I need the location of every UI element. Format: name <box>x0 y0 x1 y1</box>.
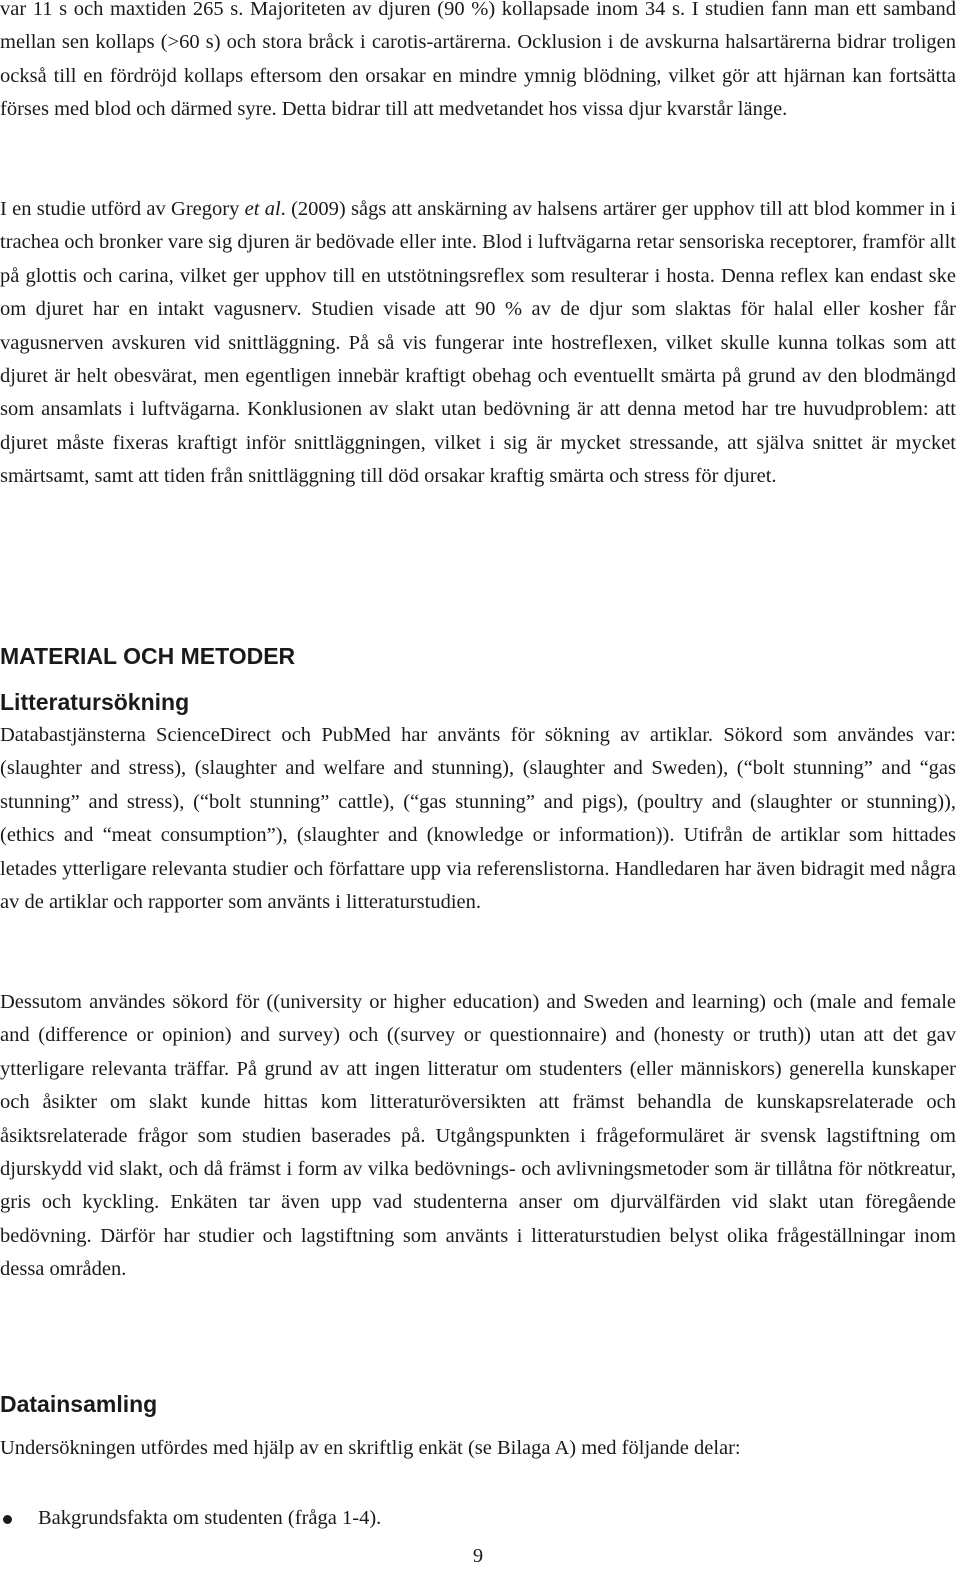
paragraph-databases: Databastjänsterna ScienceDirect och PubMed har använts för sökning av artiklar. Sökord som användes var: (slaughter and stress), (slaughter and welfare and stunning), (slaughter and Sweden), (“bolt stunning” and “gas stunning” and stress), (“bolt stunning” cattle), (“gas stunning” and pigs), (poultry and (slaughter or stunning)), (ethics and “meat consumption”), (slaughter and (knowledge or information)). Utifrån de artiklar som hittades letades ytterligare relevanta studier och författare upp via referenslistorna. Handledaren har även bidragit med några av de artiklar och rapporter som använts i litteraturstudien. <box>0 724 956 914</box>
list-item <box>0 1502 956 1535</box>
section-heading-material-och-metoder: MATERIAL OCH METODER <box>0 643 296 669</box>
et-al-citation: et al <box>244 198 281 220</box>
page-number: 9 <box>472 1545 484 1567</box>
subheading-datainsamling: Datainsamling <box>0 1391 158 1417</box>
survey-parts-list <box>0 1502 956 1535</box>
list-item-text: Bakgrundsfakta om studenten (fråga 1-4). <box>38 1507 382 1529</box>
paragraph-gregory-study-body: . (2009) sågs att anskärning av halsens artärer ger upphov till att blod kommer in i trachea och bronker vare sig djuren är bedövade eller inte. Blod i luftvägarna retar sensoriska receptorer, framför allt på glottis och carina, vilket ger upphov till en utstötningsreflex som resulterar i hosta. Denna reflex kan endast ske om djuret har en intakt vagusnerv. Studien visade att 90 % av de djur som slaktas för halal eller kosher får vagusnerven avskuren vid snittläggning. På så vis fungerar inte hostreflexen, vilket skulle kunna tolkas som att djuret är helt obesvärat, men egentligen innebär kraftigt obehag och eventuellt smärta på grund av den blodmängd som ansamlats i luftvägarna. Konklusionen av slakt utan bedövning är att denna metod har tre huvudproblem: att djuret måste fixeras kraftigt inför snittläggningen, vilket i sig är mycket stressande, att själva snittet är mycket smärtsamt, samt att tiden från snittläggning till död orsakar kraftig smärta och stress för djuret. <box>0 198 956 488</box>
bullet-icon <box>3 1515 12 1524</box>
paragraph-survey-intro: Undersökningen utfördes med hjälp av en skriftlig enkät (se Bilaga A) med följande delar: <box>0 1437 741 1459</box>
paragraph-gregory-study-lead: I en studie utförd av Gregory <box>0 198 245 220</box>
subheading-litteratursokning: Litteratursökning <box>0 689 190 715</box>
paragraph-additional-search: Dessutom användes sökord för ((university or higher education) and Sweden and learning) och (male and female and (difference or opinion) and survey) och ((survey or questionnaire) and (honesty or truth)) utan att det gav ytterligare relevanta träffar. På grund av att ingen litteratur om studenters (eller människors) generella kunskaper och åsikter om slakt kunde hittas kom litteraturöversikten att främst behandla de kunskapsrelaterade och åsiktsrelaterade frågor som studien baserades på. Utgångspunkten i frågeformuläret är svensk lagstiftning om djurskydd vid slakt, och då främst i form av vilka bedövnings- och avlivningsmetoder som är tillåtna för nötkreatur, gris och kyckling. Enkäten tar även upp vad studenterna anser om djurvälfärden vid slakt utan föregående bedövning. Därför har studier och lagstiftning som använts i litteraturstudien belyst olika frågeställningar inom dessa områden. <box>0 991 956 1281</box>
paragraph-kollaps: var 11 s och maxtiden 265 s. Majoriteten av djuren (90 %) kollapsade inom 34 s. I studien fann man ett samband mellan sen kollaps (>60 s) och stora bråck i carotis-artärerna. Ocklusion i de avskurna halsartärerna bidrar troligen också till en fördröjd kollaps eftersom den orsakar en mindre ymnig blödning, vilket gör att hjärnan kan fortsätta förses med blod och därmed syre. Detta bidrar till att medvetandet hos vissa djur kvarstår länge. <box>0 0 956 121</box>
paragraph-gregory-study <box>0 193 956 494</box>
